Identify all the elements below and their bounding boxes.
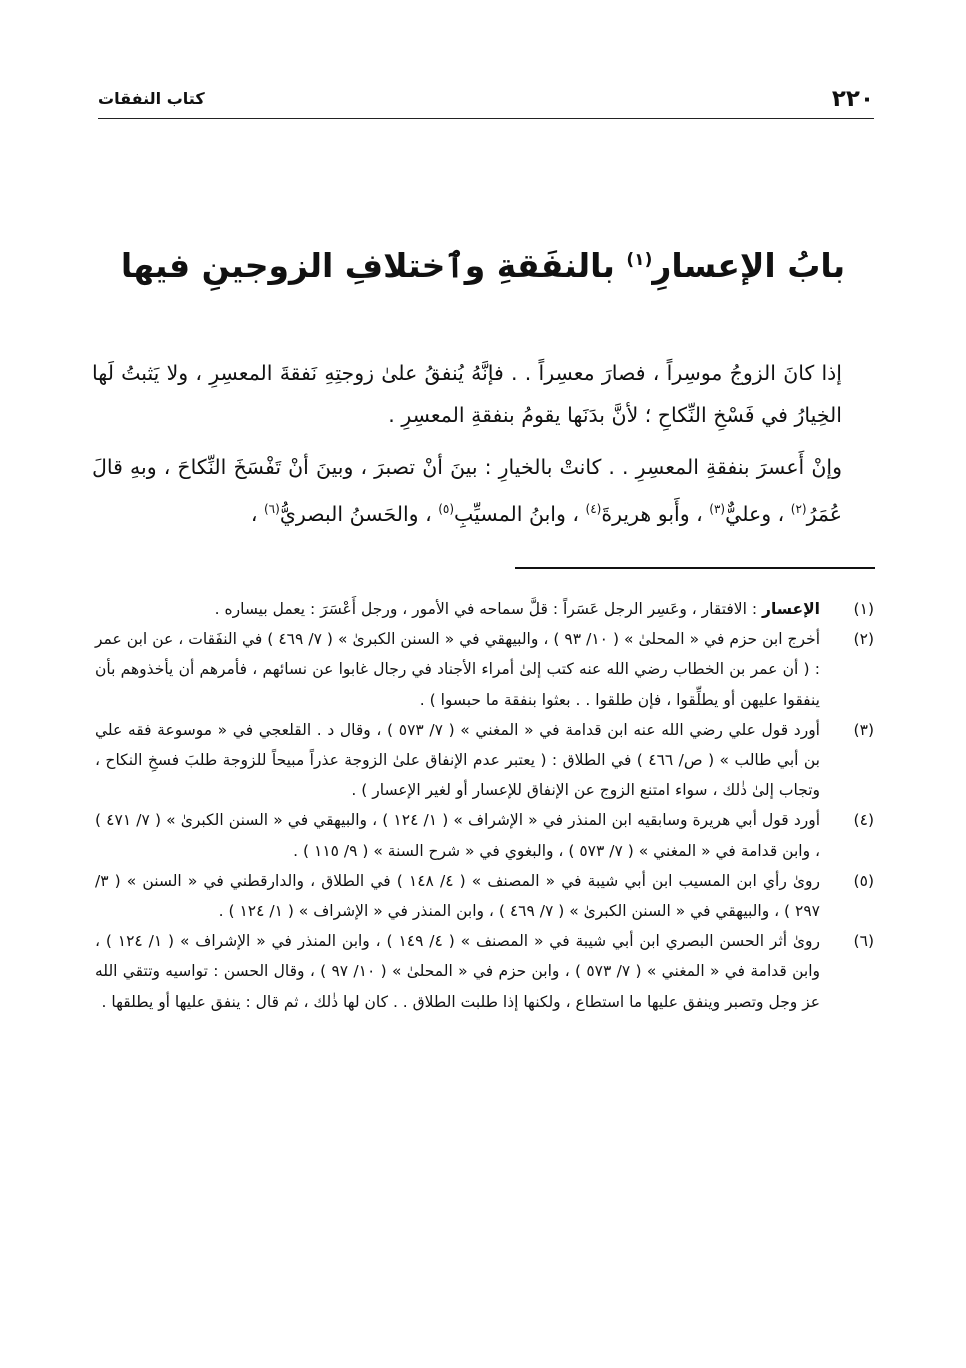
footnote-ref-6: (٦) <box>263 502 280 516</box>
footnote-5 <box>95 866 874 926</box>
page-number: ٢٢٠ <box>831 86 874 112</box>
paragraph-2-segment: وإنْ أَعسرَ بنفقةِ المعسِرِ . . كانتْ بالخيارِ : بينَ أنْ تصبرَ ، وبينَ أنْ تَفْسَخَ النِّكاحَ ، وبهِ قالَ عُمَرُ <box>92 455 842 526</box>
paragraph-2-segment: ، والحَسنُ البصريُّ <box>279 501 439 526</box>
chapter-title-part2: بالنفَقةِ وٱختلافِ الزوجينِ فيها <box>120 246 627 285</box>
footnote-number: (٣) <box>853 720 874 739</box>
paragraph-2-segment: ، <box>250 501 264 526</box>
footnote-number: (١) <box>853 600 874 618</box>
footnote-ref-2: (٢) <box>790 502 807 516</box>
paragraph-2-segment: ، وابنُ المسيِّبِ <box>454 501 586 526</box>
footnote-text: أورد قول علي رضي الله عنه ابن قدامة في « المغني » ( ٧/ ٥٧٣ ) ، وقال د . القلعجي في « موسوعة فقه علي بن أبي طالب » ( ص/ ٤٦٦ ) في الطلاق : ( يعتبر عدم الإنفاق علىٰ الزوجة عذراً مبيحاً للزوجة طلبَ فسخِ النكاح ، وتجاب إلىٰ ذٰلك ، سواء امتنع الزوج عن الإنفاق للإعسار أو لغير الإعسار ) . <box>95 720 820 800</box>
footnote-number: (٤) <box>853 811 874 830</box>
paragraph-1: إذا كانَ الزوجُ موسِراً ، فصارَ معسِراً . . فإنَّهُ يُنفقُ علىٰ زوجتِهِ نَفقةَ المعسِرِ ، ولا يَثبتُ لَها الخِيارُ في فَسْخِ النِّكاحِ ؛ لأنَّ بدَنَها يقومُ بنفقةِ المعسِرِ . <box>92 361 842 427</box>
footnote-ref-3: (٣) <box>709 502 726 516</box>
paragraph-2-segment: ، وأَبو هريرةَ <box>601 501 710 526</box>
footnote-3 <box>95 715 874 806</box>
main-text <box>92 352 842 535</box>
footnote-2 <box>95 624 874 715</box>
footnote-ref-1: (١) <box>626 250 653 270</box>
footnote-1 <box>95 594 874 624</box>
chapter-title <box>90 228 876 298</box>
running-header <box>98 82 874 119</box>
book-title: كتاب النفقات <box>98 89 205 108</box>
paragraph-2-segment: ، وعليٌّ <box>725 501 791 526</box>
footnote-term: الإعسار <box>762 600 820 618</box>
footnote-number: (٥) <box>853 871 874 890</box>
footnote-text: رویٰ رأي ابن المسيب ابن أبي شيبة في « المصنف » ( ٤/ ١٤٨ ) في الطلاق ، والدارقطني في « السنن » ( ٣/ ٢٩٧ ) ، والبيهقي في « السنن الكبرىٰ » ( ٧/ ٤٦٩ ) ، وابن المنذر في « الإشراف » ( ١/ ١٢٤ ) . <box>95 871 821 921</box>
footnote-text: : الافتقار ، وعَسِر الرجل عَسَراً : قلَّ سماحه في الأمور ، ورجل أَعْسَرَ : يعمل بيساره . <box>214 600 763 618</box>
footnotes <box>95 594 874 1017</box>
footnote-text: رویٰ أثر الحسن البصري ابن أبي شيبة في « المصنف » ( ٤/ ١٤٩ ) ، وابن المنذر في « الإشراف » ( ١/ ١٢٤ ) ، وابن قدامة في « المغني » ( ٧/ ٥٧٣ ) ، وابن حزم في « المحلىٰ » ( ١٠/ ٩٧ ) ، وقال الحسن : تواسيه وتتقي الله عز وجل وتصبر وينفق عليها ما استطاع ، ولكنها إذا طلبت الطلاق . . كان لها ذٰلك ، ثم قال : ينفق عليها أو يطلقها . <box>95 932 821 1011</box>
paragraph-2 <box>92 446 842 535</box>
footnote-separator <box>515 567 875 569</box>
footnote-number: (٢) <box>853 630 874 649</box>
chapter-title-part1: بابُ الإعسارِ <box>652 246 846 285</box>
footnote-4 <box>95 805 874 865</box>
footnote-number: (٦) <box>853 932 874 951</box>
footnote-ref-4: (٤) <box>585 502 602 516</box>
footnote-6 <box>95 926 874 1017</box>
footnote-ref-5: (٥) <box>438 502 455 516</box>
footnote-text: أورد قول أبي هريرة وسابقيه ابن المنذر في « الإشراف » ( ١/ ١٢٤ ) ، والبيهقي في « السنن الكبرىٰ » ( ٧/ ٤٧١ ) ، وابن قدامة في « المغني » ( ٧/ ٥٧٣ ) ، والبغوي في « شرح السنة » ( ٩/ ١١٥ ) . <box>95 811 821 860</box>
footnote-text: أخرج ابن حزم في « المحلىٰ » ( ١٠/ ٩٣ ) ، والبيهقي في « السنن الكبرىٰ » ( ٧/ ٤٦٩ ) في النفَقات ، عن ابن عمر : ( أن عمر بن الخطاب رضي الله عنه كتب إلىٰ أمراء الأجناد في رجال غابوا عن نسائهم ، فأمرهم أن يأخذوهم بأن ينفقوا عليهن أو يطلِّقوا ، فإن طلقوا . . بعثوا بنفقة ما حبسوا ) . <box>95 630 820 709</box>
